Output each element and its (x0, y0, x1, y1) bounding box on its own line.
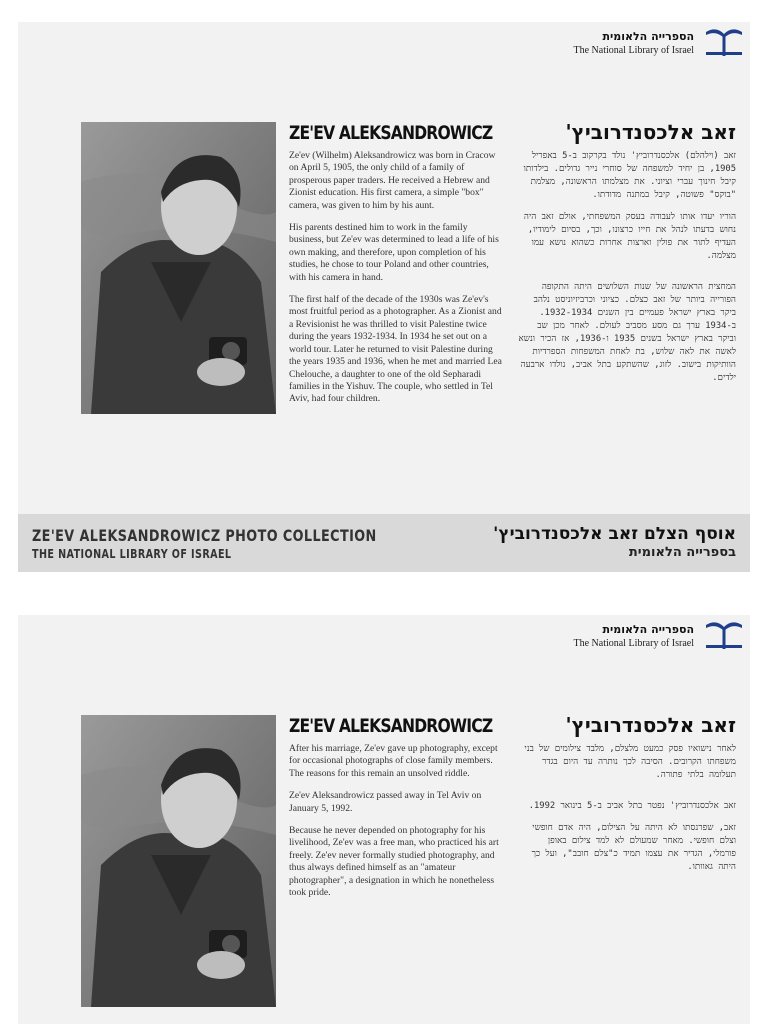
portrait-photo (81, 122, 276, 414)
english-paragraph: The first half of the decade of the 1930s was Ze'ev's most fruitful period as a photographer. As a Zionist and a Revisionist he was thrilled to visit Palestine twice during the years 1932-1934. In 1934 he set out on a world tour. Later he returned to visit Palestine during the years 1935 and 1936, when he met and married Lea Chelouche, a daughter to one of the old Sepharadi families in the Yishuv. The couple, who settled in Tel Aviv, had four children. (289, 294, 502, 405)
english-paragraph: Ze'ev Aleksandrowicz passed away in Tel Aviv on January 5, 1992. (289, 790, 482, 814)
english-paragraph: After his marriage, Ze'ev gave up photography, except for occasional photographs of close family members. The reasons for this remain an unsolved riddle. (289, 743, 498, 779)
banner-hebrew-subtitle: בספרייה הלאומית (628, 545, 736, 560)
hebrew-title: זאב אלכסנדרוביץ' (565, 120, 736, 144)
logo-english-text: The National Library of Israel (573, 638, 694, 649)
library-logo (573, 619, 744, 653)
open-book-logo-icon (704, 26, 744, 60)
english-paragraph: Because he never depended on photography for his livelihood, Ze'ev was a free man, who practiced his art freely. Ze'ev never formally studied photography, and thus always defined himself as an "amateur photographer", a designation in which he nonetheless took pride. (289, 825, 499, 899)
info-card-top (18, 22, 750, 514)
banner-hebrew-title: אוסף הצלם זאב אלכסנדרוביץ' (493, 524, 736, 544)
collection-banner (18, 514, 750, 572)
open-book-logo-icon (704, 619, 744, 653)
hebrew-paragraph: זאב אלכסנדרוביץ' נפטר בתל אביב ב-5 בינואר 1992. (528, 801, 736, 811)
hebrew-paragraph: זאב (וילהלם) אלכסנדרוביץ' נולד בקרקוב ב-5 באפריל 1905, בן יחיד למשפחה של סוחרי נייר גדולים. בילדותו קיבל חינוך עברי וציוני. את מצלמתו הראשונה, מצלמת "בוקס" פשוטה, קיבל במתנה מדודתו. (523, 151, 736, 200)
hebrew-paragraph: זאב, שפרנסתו לא היתה על הצילום, היה אדם חופשי וצלם חופשי. מאחר שמעולם לא למד צילום באופן פורמלי, הגדיר את עצמו תמיד כ"צלם חובב", ועל כך היתה גאוותו. (531, 823, 736, 872)
english-paragraph: His parents destined him to work in the family business, but Ze'ev was determined to lead a life of his own making, and therefore, upon completion of his studies, he chose to tour Poland and other countries, with his camera in hand. (289, 222, 499, 283)
english-title: ZE'EV ALEKSANDROWICZ (289, 715, 493, 737)
logo-english-text: The National Library of Israel (573, 45, 694, 56)
english-paragraph: Ze'ev (Wilhelm) Aleksandrowicz was born in Cracow on April 5, 1905, the only child of a family of prosperous paper traders. He received a Hebrew and Zionist education. His first camera, a simple "box" camera, was given to him by his aunt. (289, 150, 496, 211)
english-title: ZE'EV ALEKSANDROWICZ (289, 122, 493, 144)
hebrew-paragraph: לאחר נישואיו פסק כמעט מלצלם, מלבד צילומים של בני משפחתו הקרובים. הסיבה לכך נותרה עד היום בגדר תעלומה בלתי פתורה. (524, 744, 736, 780)
info-card-bottom (18, 615, 750, 1024)
banner-english-title: ZE'EV ALEKSANDROWICZ PHOTO COLLECTION (32, 526, 377, 545)
logo-hebrew-text: הספרייה הלאומית (602, 30, 694, 43)
hebrew-title: זאב אלכסנדרוביץ' (565, 713, 736, 737)
hebrew-paragraph: הוריו יעדו אותו לעבודה בעסק המשפחתי, אולם זאב היה נחוש בדעתו לנהל את חייו כרצונו, וכך, בסיום לימודיו, העדיף לתור את פולין וארצות אחרות כשהוא נושא עמו מצלמה. (523, 212, 736, 261)
banner-english-subtitle: THE NATIONAL LIBRARY OF ISRAEL (32, 547, 232, 561)
logo-hebrew-text: הספרייה הלאומית (602, 623, 694, 636)
library-logo (573, 26, 744, 60)
portrait-photo (81, 715, 276, 1007)
hebrew-paragraph: המחצית הראשונה של שנות השלושים היתה התקופה הפורייה ביותר של זאב כצלם. כציוני וכרביזיוניסט נלהב ביקר בארץ ישראל פעמיים בין השנים 1932-1934. ב-1934 ערך גם מסע מסביב לעולם. לאחר מכן שב וביקר בארץ ישראל בשנים 1935 ו-1936, אז הכיר ונשא לאשה את לאה שלוש, בת לאחת המשפחות הספרדיות הוותיקות בישוב. לזוג, שהשתקע בתל אביב, נולדו ארבעה ילדים. (518, 282, 736, 383)
